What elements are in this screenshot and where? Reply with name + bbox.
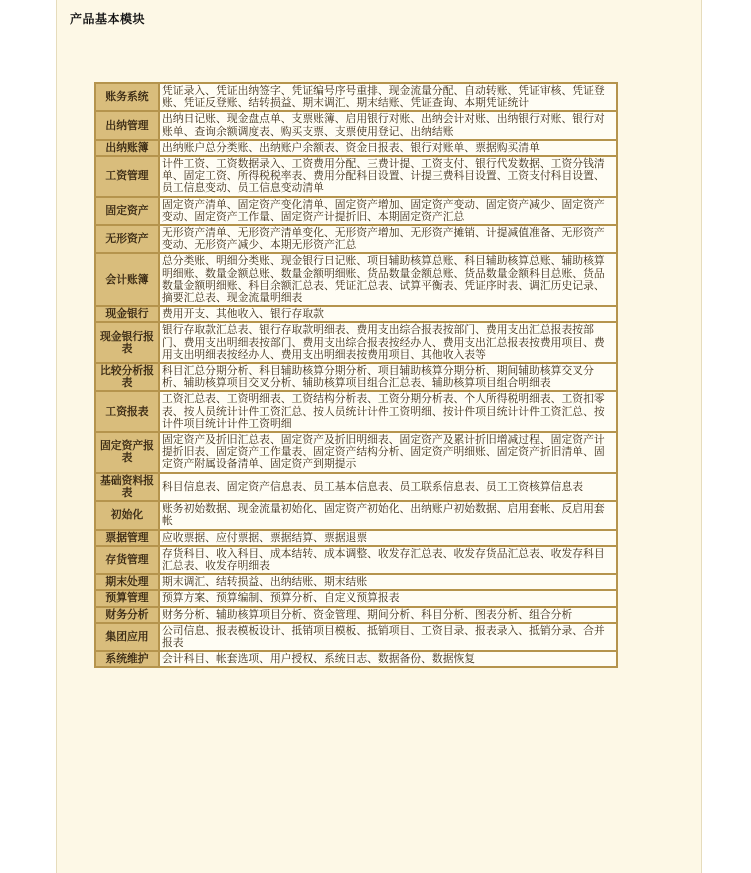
module-name: 现金银行: [96, 307, 158, 321]
module-name: 基础资料报表: [96, 474, 158, 500]
module-description: 费用开支、其他收入、银行存取款: [160, 307, 616, 321]
module-name: 财务分析: [96, 608, 158, 622]
module-name: 预算管理: [96, 591, 158, 605]
module-table-body: [96, 84, 616, 666]
module-description: 公司信息、报表模板设计、抵销项目模板、抵销项目、工资目录、报表录入、抵销分录、合并报表: [160, 624, 616, 650]
module-description: 固定资产及折旧汇总表、固定资产及折旧明细表、固定资产及累计折旧增减过程、固定资产计提折旧表、固定资产工作量表、固定资产结构分析、固定资产明细账、固定资产折旧清单、固定资产附属设备清单、固定资产到期提示: [160, 433, 616, 472]
module-name: 会计账簿: [96, 254, 158, 305]
module-description: 科目汇总分期分析、科目辅助核算分期分析、项目辅助核算分期分析、期间辅助核算交叉分析、辅助核算项目交叉分析、辅助核算项目组合汇总表、辅助核算项目组合明细表: [160, 364, 616, 390]
module-name: 工资管理: [96, 157, 158, 196]
module-name: 出纳管理: [96, 112, 158, 138]
module-name: 存货管理: [96, 547, 158, 573]
module-name: 固定资产: [96, 198, 158, 224]
module-row: [96, 575, 616, 589]
module-row: [96, 392, 616, 431]
module-row: [96, 624, 616, 650]
module-row: [96, 547, 616, 573]
module-description: 银行存取款汇总表、银行存取款明细表、费用支出综合报表按部门、费用支出汇总报表按部门、费用支出明细表按部门、费用支出综合报表按经办人、费用支出汇总报表按费用项目、费用支出明细表按经办人、费用支出明细表按费用项目、其他收入表等: [160, 323, 616, 362]
module-name: 出纳账簿: [96, 141, 158, 155]
module-description: 出纳账户总分类账、出纳账户余额表、资金日报表、银行对账单、票据购买清单: [160, 141, 616, 155]
module-description: 凭证录入、凭证出纳签字、凭证编号序号重排、现金流量分配、自动转账、凭证审核、凭证登账、凭证反登账、结转损益、期末调汇、期末结账、凭证查询、本期凭证统计: [160, 84, 616, 110]
module-description: 科目信息表、固定资产信息表、员工基本信息表、员工联系信息表、员工工资核算信息表: [160, 474, 616, 500]
module-description: 期末调汇、结转损益、出纳结账、期末结账: [160, 575, 616, 589]
module-row: [96, 198, 616, 224]
module-row: [96, 531, 616, 545]
module-description: 计件工资、工资数据录入、工资费用分配、三费计提、工资支付、银行代发数据、工资分钱清单、固定工资、所得税税率表、费用分配科目设置、计提三费科目设置、工资支付科目设置、员工信息变动、员工信息变动清单: [160, 157, 616, 196]
module-name: 无形资产: [96, 226, 158, 252]
module-row: [96, 157, 616, 196]
module-row: [96, 323, 616, 362]
module-description: 总分类账、明细分类账、现金银行日记账、项目辅助核算总账、科目辅助核算总账、辅助核算明细账、数量金额总账、数量金额明细账、货品数量金额总账、货品数量金额科目总账、货品数量金额明细账、科目余额汇总表、凭证汇总表、试算平衡表、凭证序时表、调汇历史记录、摘要汇总表、现金流量明细表: [160, 254, 616, 305]
module-description: 出纳日记账、现金盘点单、支票账簿、启用银行对账、出纳会计对账、出纳银行对账、银行对账单、查询余额调度表、购买支票、支票使用登记、出纳结账: [160, 112, 616, 138]
module-row: [96, 112, 616, 138]
module-row: [96, 364, 616, 390]
section-title: 产品基本模块: [70, 12, 146, 26]
module-description: 账务初始数据、现金流量初始化、固定资产初始化、出纳账户初始数据、启用套帐、反启用套帐: [160, 502, 616, 528]
module-name: 票据管理: [96, 531, 158, 545]
module-description: 会计科目、帐套选项、用户授权、系统日志、数据备份、数据恢复: [160, 652, 616, 666]
module-name: 比较分析报表: [96, 364, 158, 390]
module-name: 账务系统: [96, 84, 158, 110]
module-row: [96, 591, 616, 605]
content-panel: [56, 0, 702, 873]
module-description: 应收票据、应付票据、票据结算、票据退票: [160, 531, 616, 545]
module-name: 集团应用: [96, 624, 158, 650]
module-row: [96, 307, 616, 321]
module-description: 无形资产清单、无形资产清单变化、无形资产增加、无形资产摊销、计提减值准备、无形资产变动、无形资产减少、本期无形资产汇总: [160, 226, 616, 252]
module-name: 工资报表: [96, 392, 158, 431]
module-row: [96, 141, 616, 155]
module-row: [96, 433, 616, 472]
module-name: 现金银行报表: [96, 323, 158, 362]
module-row: [96, 502, 616, 528]
module-name: 初始化: [96, 502, 158, 528]
module-name: 系统维护: [96, 652, 158, 666]
module-row: [96, 652, 616, 666]
module-description: 存货科目、收入科目、成本结转、成本调整、收发存汇总表、收发存货品汇总表、收发存科目汇总表、收发存明细表: [160, 547, 616, 573]
module-table: [94, 82, 618, 668]
module-row: [96, 474, 616, 500]
module-row: [96, 226, 616, 252]
module-row: [96, 608, 616, 622]
module-description: 预算方案、预算编制、预算分析、自定义预算报表: [160, 591, 616, 605]
module-description: 工资汇总表、工资明细表、工资结构分析表、工资分期分析表、个人所得税明细表、工资扣零表、按人员统计计件工资汇总、按人员统计计件工资明细、按计件项目统计计件工资汇总、按计件项目统计计件工资明细: [160, 392, 616, 431]
module-row: [96, 84, 616, 110]
module-row: [96, 254, 616, 305]
module-description: 固定资产清单、固定资产变化清单、固定资产增加、固定资产变动、固定资产减少、固定资产变动、固定资产工作量、固定资产计提折旧、本期固定资产汇总: [160, 198, 616, 224]
module-description: 财务分析、辅助核算项目分析、资金管理、期间分析、科目分析、图表分析、组合分析: [160, 608, 616, 622]
module-name: 期末处理: [96, 575, 158, 589]
module-name: 固定资产报表: [96, 433, 158, 472]
